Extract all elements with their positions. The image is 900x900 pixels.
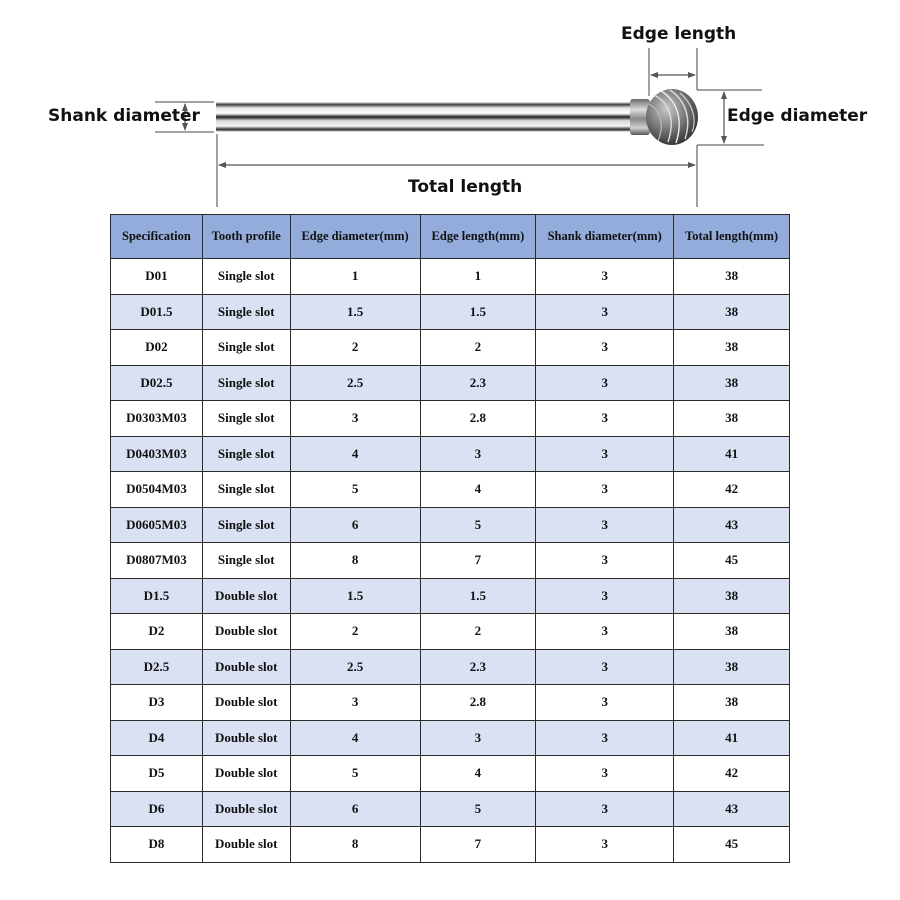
table-body (111, 259, 790, 863)
edge-length-cell: 4 (420, 472, 536, 508)
edge-length-cell: 2.3 (420, 649, 536, 685)
tooth-profile-cell: Single slot (202, 330, 290, 366)
edge-diameter-cell: 4 (290, 436, 420, 472)
tooth-profile-cell: Single slot (202, 436, 290, 472)
edge-length-cell: 3 (420, 436, 536, 472)
table-row (111, 259, 790, 295)
edge-diameter-cell: 8 (290, 827, 420, 863)
total-length-cell: 43 (674, 507, 790, 543)
shank-diameter-cell: 3 (536, 472, 674, 508)
edge-diameter-cell: 1 (290, 259, 420, 295)
ball-cutter-head (646, 89, 698, 145)
specification-cell: D6 (111, 791, 203, 827)
edge-diameter-cell: 2.5 (290, 365, 420, 401)
shank-diameter-cell: 3 (536, 685, 674, 721)
table-row (111, 330, 790, 366)
table-row (111, 436, 790, 472)
edge-diameter-cell: 2.5 (290, 649, 420, 685)
specification-cell: D8 (111, 827, 203, 863)
tooth-profile-cell: Single slot (202, 507, 290, 543)
tooth-profile-cell: Double slot (202, 614, 290, 650)
tooth-profile-cell: Double slot (202, 649, 290, 685)
specification-cell: D2 (111, 614, 203, 650)
table-row (111, 507, 790, 543)
total-length-cell: 42 (674, 472, 790, 508)
edge-length-cell: 1 (420, 259, 536, 295)
table-row (111, 294, 790, 330)
table-row (111, 472, 790, 508)
shank-diameter-cell: 3 (536, 401, 674, 437)
tooth-profile-cell: Double slot (202, 756, 290, 792)
total-length-cell: 38 (674, 401, 790, 437)
edge-length-label: Edge length (621, 24, 737, 44)
total-length-cell: 38 (674, 330, 790, 366)
table-row (111, 649, 790, 685)
total-length-cell: 45 (674, 543, 790, 579)
shank-diameter-cell: 3 (536, 827, 674, 863)
edge-length-cell: 5 (420, 507, 536, 543)
edge-length-cell: 2.8 (420, 685, 536, 721)
edge-diameter-cell: 5 (290, 756, 420, 792)
table-row (111, 614, 790, 650)
edge-length-cell: 2.3 (420, 365, 536, 401)
edge-length-cell: 5 (420, 791, 536, 827)
tooth-profile-cell: Single slot (202, 401, 290, 437)
specification-cell: D01 (111, 259, 203, 295)
tooth-profile-cell: Double slot (202, 827, 290, 863)
total-length-cell: 41 (674, 720, 790, 756)
edge-length-cell: 1.5 (420, 578, 536, 614)
edge-diameter-cell: 3 (290, 685, 420, 721)
specification-cell: D4 (111, 720, 203, 756)
edge-length-cell: 2.8 (420, 401, 536, 437)
specification-cell: D1.5 (111, 578, 203, 614)
total-length-cell: 42 (674, 756, 790, 792)
specification-cell: D5 (111, 756, 203, 792)
edge-diameter-cell: 1.5 (290, 578, 420, 614)
total-length-cell: 38 (674, 649, 790, 685)
tooth-profile-cell: Single slot (202, 294, 290, 330)
header-edge-diameter: Edge diameter(mm) (290, 215, 420, 259)
edge-length-cell: 1.5 (420, 294, 536, 330)
tooth-profile-cell: Single slot (202, 472, 290, 508)
edge-length-cell: 4 (420, 756, 536, 792)
table-row (111, 685, 790, 721)
specification-cell: D0504M03 (111, 472, 203, 508)
table-header-row (111, 215, 790, 259)
shank-diameter-cell: 3 (536, 294, 674, 330)
total-length-cell: 38 (674, 365, 790, 401)
tooth-profile-cell: Double slot (202, 791, 290, 827)
specification-cell: D2.5 (111, 649, 203, 685)
shank-diameter-cell: 3 (536, 330, 674, 366)
total-length-cell: 38 (674, 685, 790, 721)
edge-length-cell: 7 (420, 827, 536, 863)
edge-diameter-cell: 6 (290, 791, 420, 827)
specification-cell: D02 (111, 330, 203, 366)
table-row (111, 720, 790, 756)
shank-diameter-cell: 3 (536, 507, 674, 543)
tooth-profile-cell: Double slot (202, 720, 290, 756)
edge-length-cell: 2 (420, 614, 536, 650)
tooth-profile-cell: Single slot (202, 365, 290, 401)
table-row (111, 365, 790, 401)
total-length-cell: 38 (674, 259, 790, 295)
edge-diameter-label: Edge diameter (727, 106, 868, 126)
edge-length-cell: 7 (420, 543, 536, 579)
shank (216, 102, 632, 132)
shank-diameter-cell: 3 (536, 791, 674, 827)
shank-diameter-cell: 3 (536, 365, 674, 401)
total-length-cell: 43 (674, 791, 790, 827)
header-tooth-profile: Tooth profile (202, 215, 290, 259)
specification-cell: D0303M03 (111, 401, 203, 437)
total-length-cell: 38 (674, 614, 790, 650)
tooth-profile-cell: Double slot (202, 685, 290, 721)
shank-diameter-label: Shank diameter (48, 106, 200, 126)
tooth-profile-cell: Single slot (202, 259, 290, 295)
specification-table (110, 214, 790, 863)
total-length-cell: 38 (674, 294, 790, 330)
edge-diameter-cell: 8 (290, 543, 420, 579)
tooth-profile-cell: Double slot (202, 578, 290, 614)
header-shank-diameter: Shank diameter(mm) (536, 215, 674, 259)
tooth-profile-cell: Single slot (202, 543, 290, 579)
edge-length-cell: 2 (420, 330, 536, 366)
edge-diameter-cell: 2 (290, 614, 420, 650)
specification-cell: D0403M03 (111, 436, 203, 472)
edge-diameter-cell: 5 (290, 472, 420, 508)
shank-diameter-cell: 3 (536, 436, 674, 472)
edge-diameter-cell: 3 (290, 401, 420, 437)
total-length-label: Total length (408, 177, 523, 197)
header-total-length: Total length(mm) (674, 215, 790, 259)
shank-diameter-cell: 3 (536, 543, 674, 579)
total-length-cell: 38 (674, 578, 790, 614)
table-row (111, 756, 790, 792)
shank-diameter-cell: 3 (536, 720, 674, 756)
table-row (111, 578, 790, 614)
table-row (111, 543, 790, 579)
edge-diameter-cell: 4 (290, 720, 420, 756)
shank-diameter-cell: 3 (536, 649, 674, 685)
total-length-cell: 41 (674, 436, 790, 472)
burr-dimension-diagram (0, 0, 900, 210)
shank-diameter-cell: 3 (536, 756, 674, 792)
table-row (111, 827, 790, 863)
shank-diameter-cell: 3 (536, 614, 674, 650)
table-row (111, 401, 790, 437)
specification-cell: D0605M03 (111, 507, 203, 543)
edge-length-cell: 3 (420, 720, 536, 756)
edge-diameter-cell: 6 (290, 507, 420, 543)
header-edge-length: Edge length(mm) (420, 215, 536, 259)
edge-diameter-cell: 1.5 (290, 294, 420, 330)
specification-cell: D01.5 (111, 294, 203, 330)
specification-cell: D3 (111, 685, 203, 721)
table-row (111, 791, 790, 827)
edge-diameter-cell: 2 (290, 330, 420, 366)
header-specification: Specification (111, 215, 203, 259)
shank-diameter-cell: 3 (536, 259, 674, 295)
shank-diameter-cell: 3 (536, 578, 674, 614)
specification-cell: D0807M03 (111, 543, 203, 579)
total-length-cell: 45 (674, 827, 790, 863)
specification-cell: D02.5 (111, 365, 203, 401)
